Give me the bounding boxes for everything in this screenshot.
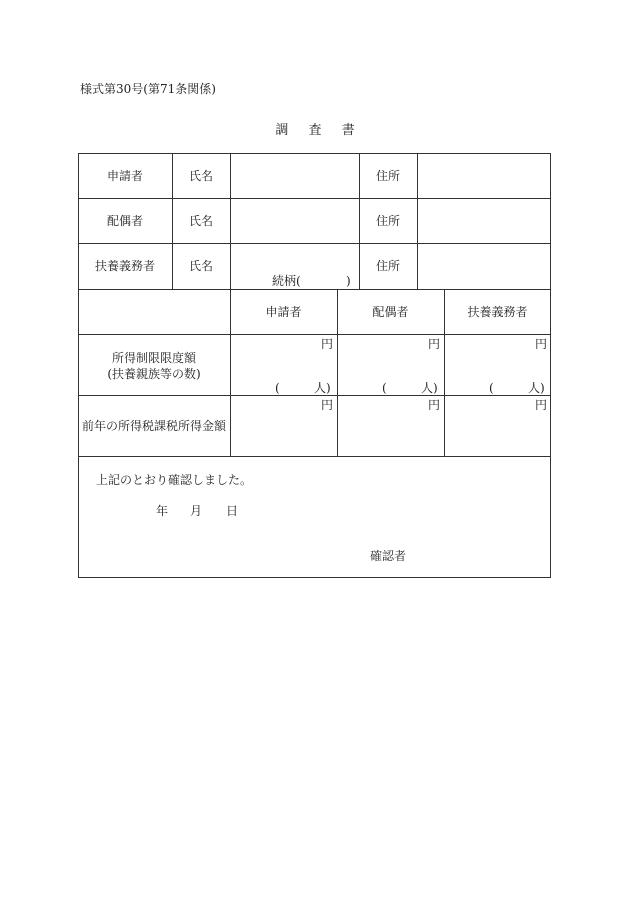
- col-header-dependent: 扶養義務者: [467, 305, 528, 319]
- dependent-name-label: 氏名: [188, 259, 213, 273]
- prev-year-income-label: 前年の所得税課税所得金額: [81, 419, 226, 433]
- yen-unit: 円: [428, 337, 441, 351]
- spouse-address-label: 住所: [375, 214, 400, 228]
- col-header-applicant: 申請者: [265, 305, 302, 319]
- title-char-1: 調: [275, 123, 289, 138]
- persons-open: (: [382, 381, 387, 395]
- col-header-spouse: 配偶者: [372, 305, 409, 319]
- income-limit-label: 所得制限限度額: [111, 351, 196, 365]
- applicant-name-label: 氏名: [188, 169, 213, 183]
- persons-close: 人): [528, 381, 545, 395]
- applicant-label: 申請者: [106, 169, 143, 183]
- col-divider: [417, 153, 418, 289]
- date-day: 日: [226, 504, 239, 518]
- confirmation-statement: 上記のとおり確認しました。: [96, 473, 253, 487]
- title-char-2: 査: [308, 123, 322, 138]
- row-divider: [78, 456, 551, 457]
- document-title: [0, 119, 630, 138]
- date-year: 年: [156, 504, 169, 518]
- row-divider: [78, 334, 551, 335]
- persons-close: 人): [421, 381, 438, 395]
- spouse-label: 配偶者: [106, 214, 143, 228]
- title-char-3: 書: [341, 123, 355, 138]
- dependent-label: 扶養義務者: [94, 259, 155, 273]
- row-divider: [78, 289, 551, 290]
- row-divider: [78, 395, 551, 396]
- applicant-address-label: 住所: [375, 169, 400, 183]
- confirmer-label: 確認者: [370, 549, 407, 563]
- date-month: 月: [190, 504, 203, 518]
- persons-open: (: [275, 381, 280, 395]
- yen-unit: 円: [535, 337, 548, 351]
- spouse-name-label: 氏名: [188, 214, 213, 228]
- yen-unit: 円: [428, 398, 441, 412]
- dependent-address-label: 住所: [375, 259, 400, 273]
- row-divider: [78, 243, 551, 244]
- yen-unit: 円: [535, 398, 548, 412]
- row-divider: [78, 198, 551, 199]
- persons-open: (: [489, 381, 494, 395]
- form-number: 様式第30号(第71条関係): [80, 82, 216, 96]
- yen-unit: 円: [321, 337, 334, 351]
- relation-close: ): [346, 274, 351, 288]
- relation-label: 続柄(: [272, 274, 301, 288]
- persons-close: 人): [314, 381, 331, 395]
- yen-unit: 円: [321, 398, 334, 412]
- dependents-count-label: (扶養親族等の数): [107, 367, 201, 381]
